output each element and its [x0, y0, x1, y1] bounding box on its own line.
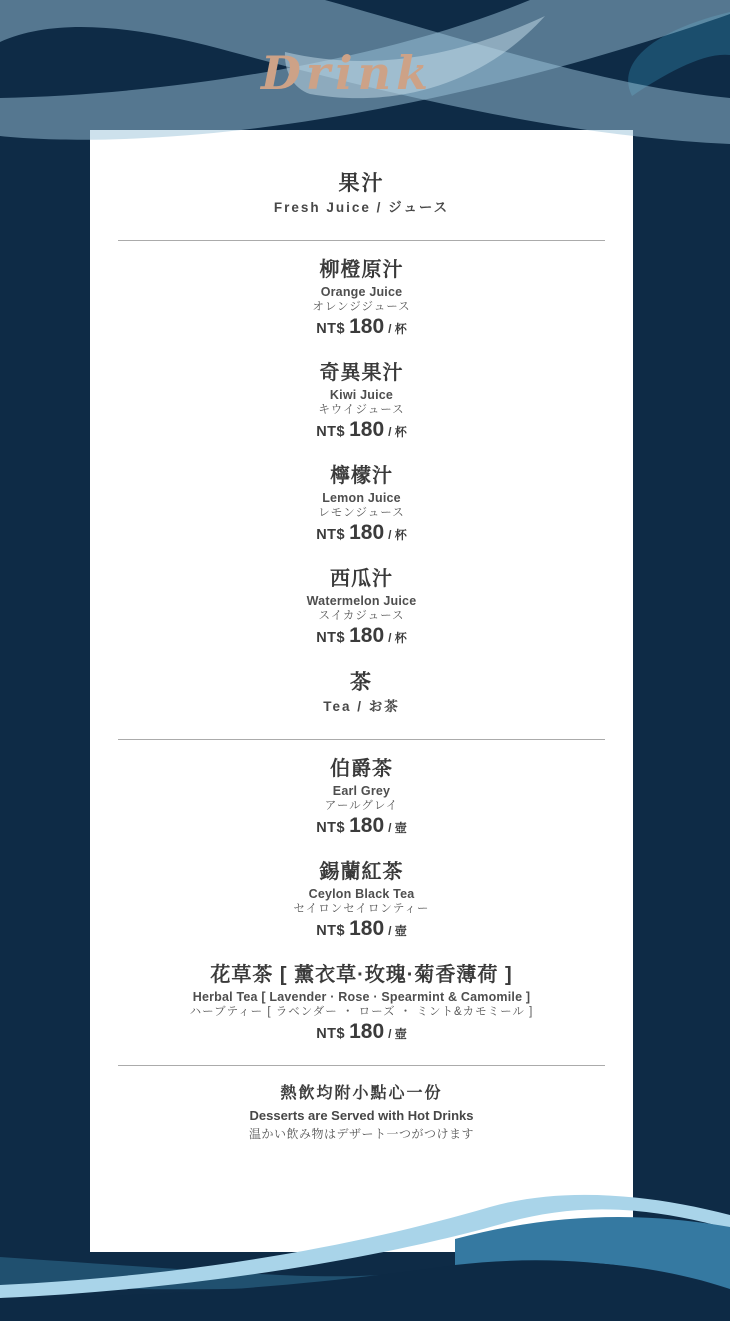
item-name-zh: 西瓜汁 — [330, 568, 393, 590]
item-price — [90, 814, 633, 840]
item-price — [90, 917, 633, 943]
item-name-en: Orange Juice — [320, 285, 403, 299]
menu-card — [90, 130, 633, 1252]
menu-item-herbal-tea — [90, 962, 633, 1046]
item-name-en: Herbal Tea [ Lavender · Rose · Spearmint & Camomile ] — [192, 990, 531, 1004]
item-name-jp: アールグレイ — [324, 800, 399, 812]
item-name-en: Watermelon Juice — [306, 594, 417, 608]
price-currency: NT$ — [316, 424, 346, 440]
menu-item-earl-grey — [90, 756, 633, 840]
item-name-zh: 檸檬汁 — [330, 465, 393, 487]
menu-item-ceylon-black-tea — [90, 859, 633, 943]
item-name-jp: レモンジュース — [318, 507, 405, 519]
price-currency: NT$ — [316, 820, 346, 836]
item-name-en: Kiwi Juice — [329, 388, 394, 402]
price-unit: / 壺 — [388, 1027, 407, 1041]
item-name-en: Earl Grey — [332, 784, 391, 798]
section-title-zh: 果汁 — [338, 172, 385, 195]
item-name-jp: スイカジュース — [318, 610, 405, 622]
item-name-zh: 錫蘭紅茶 — [319, 861, 404, 883]
item-price — [90, 1020, 633, 1046]
section-subtitle: Fresh Juice / ジュース — [273, 200, 450, 215]
price-unit: / 杯 — [388, 322, 407, 336]
price-currency: NT$ — [316, 923, 346, 939]
price-currency: NT$ — [316, 1026, 346, 1042]
item-name-zh: 花草茶 [ 薰衣草·玫瑰·菊香薄荷 ] — [210, 964, 513, 986]
item-name-jp: セイロンセイロンティー — [293, 903, 430, 915]
price-unit: / 壺 — [388, 924, 407, 938]
section-divider — [118, 739, 605, 740]
menu-item-lemon-juice — [90, 463, 633, 547]
price-unit: / 杯 — [388, 631, 407, 645]
menu-item-kiwi-juice — [90, 360, 633, 444]
section-title-zh: 茶 — [350, 671, 373, 694]
price-unit: / 杯 — [388, 528, 407, 542]
price-currency: NT$ — [316, 321, 346, 337]
price-currency: NT$ — [316, 630, 346, 646]
item-name-jp: キウイジュース — [318, 404, 405, 416]
price-amount: 180 — [349, 418, 385, 441]
item-price — [90, 418, 633, 444]
menu-item-watermelon-juice — [90, 566, 633, 650]
item-name-en: Ceylon Black Tea — [308, 887, 415, 901]
drink-script-title: Drink — [261, 46, 433, 100]
item-name-en: Lemon Juice — [322, 491, 401, 505]
item-name-zh: 奇異果汁 — [319, 362, 404, 384]
price-unit: / 壺 — [388, 821, 407, 835]
price-amount: 180 — [349, 315, 385, 338]
price-unit: / 杯 — [388, 425, 407, 439]
price-amount: 180 — [349, 1020, 385, 1043]
item-name-zh: 伯爵茶 — [330, 758, 393, 780]
note-divider — [118, 1065, 605, 1066]
section-subtitle: Tea / お茶 — [323, 699, 400, 714]
item-price — [90, 315, 633, 341]
price-amount: 180 — [349, 814, 385, 837]
item-price — [90, 521, 633, 547]
section-head-juice — [90, 170, 633, 218]
item-name-zh: 柳橙原汁 — [319, 259, 404, 281]
item-name-jp: ハーブティー [ ラベンダー ・ ローズ ・ ミント&カモミール ] — [189, 1006, 534, 1018]
note-jp: 温かい飲み物はデザート一つがつけます — [248, 1127, 474, 1141]
section-divider — [118, 240, 605, 241]
section-head-tea — [90, 669, 633, 717]
note-zh: 熱飲均附小點心一份 — [280, 1085, 443, 1102]
item-price — [90, 624, 633, 650]
menu-item-orange-juice — [90, 257, 633, 341]
price-amount: 180 — [349, 624, 385, 647]
price-currency: NT$ — [316, 527, 346, 543]
bottom-wave-decoration — [0, 1111, 730, 1321]
price-amount: 180 — [349, 521, 385, 544]
price-amount: 180 — [349, 917, 385, 940]
note-en: Desserts are Served with Hot Drinks — [249, 1108, 474, 1123]
item-name-jp: オレンジジュース — [312, 301, 411, 313]
